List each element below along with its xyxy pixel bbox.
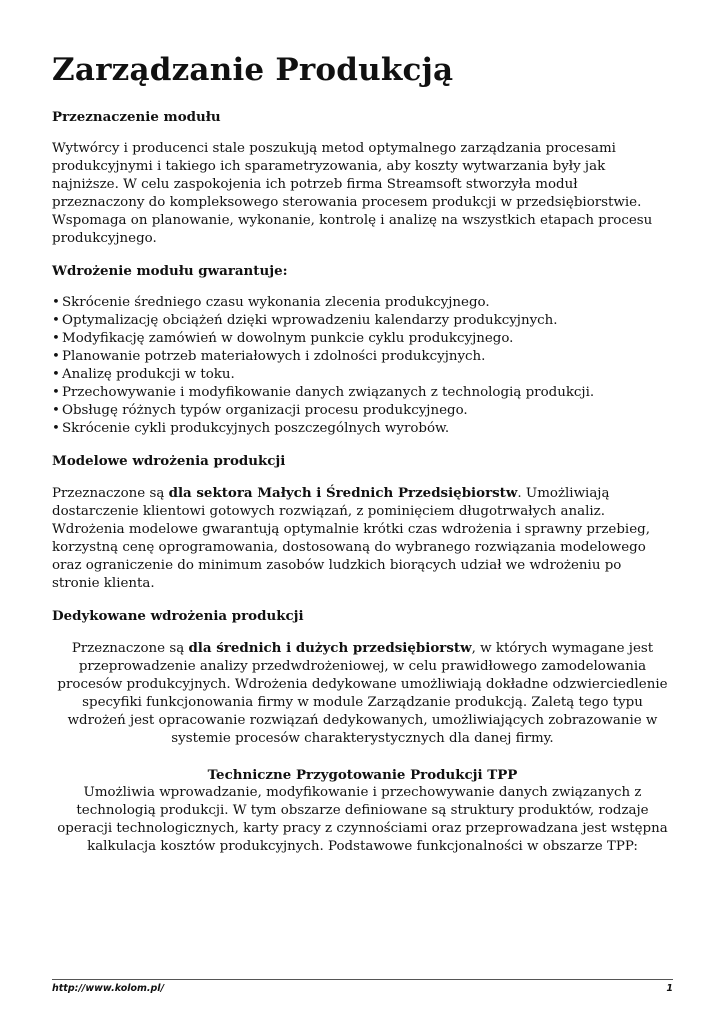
bullet-icon: • bbox=[52, 331, 60, 346]
list-item: • Analizę produkcji w toku. bbox=[52, 367, 235, 382]
bold-text: dla sektora Małych i Średnich Przedsiębiorstw bbox=[168, 485, 518, 501]
bullet-icon: • bbox=[52, 295, 60, 310]
list-item: • Obsługę różnych typów organizacji procesu produkcyjnego. bbox=[52, 403, 468, 418]
bullet-icon: • bbox=[52, 421, 60, 436]
page-title: Zarządzanie Produkcją bbox=[52, 52, 454, 88]
paragraph-dedykowane: Przeznaczone są dla średnich i dużych przedsiębiorstw, w których wymagane jest przeprowadzenie analizy przedwdrożeniowej, w celu prawidłowego zamodelowania procesów produkcyjnych. Wdrożenia dedykowane umożliwiają dokładne odzwierciedlenie specyfiki funkcjonowania firmy w module Zarządzanie produkcją. Zaletą tego typu wdrożeń jest opracowanie rozwiązań dedykowanych, umożliwiających zobrazowanie w systemie procesów charakterystycznych dla danej firmy. bbox=[57, 640, 668, 746]
list-item: • Przechowywanie i modyfikowanie danych związanych z technologią produkcji. bbox=[52, 385, 595, 400]
list-item: • Skrócenie cykli produkcyjnych poszczególnych wyrobów. bbox=[52, 421, 450, 436]
heading-tpp: Techniczne Przygotowanie Produkcji TPP bbox=[207, 767, 518, 783]
footer-url[interactable]: http://www.kolom.pl/ bbox=[52, 983, 165, 994]
paragraph-tpp: Umożliwia wprowadzanie, modyfikowanie i przechowywanie danych związanych z technologią produkcji. W tym obszarze definiowane są struktury produktów, rodzaje operacji technologicznych, karty pracy z czynnościami oraz przeprowadzana jest wstępna kalkulacja kosztów produkcyjnych. Podstawowe funkcjonalności w obszarze TPP: bbox=[57, 785, 668, 854]
paragraph-przeznaczenie: Wytwórcy i producenci stale poszukują metod optymalnego zarządzania procesami produkcyjnymi i takiego ich sparametryzowania, aby koszty wytwarzania były jak najniższe. W celu zaspokojenia ich potrzeb firma Streamsoft stworzyła moduł przeznaczony do kompleksowego sterowania procesem produkcji w przedsiębiorstwie. Wspomaga on planowanie, wykonanie, kontrolę i analizę na wszystkich etapach procesu produkcyjnego. bbox=[52, 141, 653, 246]
paragraph-modelowe: Przeznaczone są dla sektora Małych i Średnich Przedsiębiorstw. Umożliwiają dostarczenie klientowi gotowych rozwiązań, z pominięciem długotrwałych analiz. Wdrożenia modelowe gwarantują optymalnie krótki czas wdrożenia i sprawny przebieg, korzystną cenę oprogramowania, dostosowaną do wybranego rozwiązania modelowego oraz ograniczenie do minimum zasobów ludzkich biorących udział we wdrożeniu po stronie klienta. bbox=[52, 485, 650, 591]
list-item: • Modyfikację zamówień w dowolnym punkcie cyklu produkcyjnego. bbox=[52, 331, 514, 346]
list-item: • Optymalizację obciążeń dzięki wprowadzeniu kalendarzy produkcyjnych. bbox=[52, 313, 558, 328]
heading-dedykowane: Dedykowane wdrożenia produkcji bbox=[52, 608, 304, 624]
heading-przeznaczenie: Przeznaczenie modułu bbox=[52, 109, 221, 125]
bullet-icon: • bbox=[52, 385, 60, 400]
list-item: • Planowanie potrzeb materiałowych i zdolności produkcyjnych. bbox=[52, 349, 486, 364]
bullet-icon: • bbox=[52, 403, 60, 418]
list-item: • Skrócenie średniego czasu wykonania zlecenia produkcyjnego. bbox=[52, 295, 490, 310]
heading-modelowe: Modelowe wdrożenia produkcji bbox=[52, 453, 286, 469]
document-content bbox=[52, 108, 673, 870]
page-number: 1 bbox=[666, 983, 673, 994]
page-footer bbox=[52, 979, 673, 994]
bullet-list-wdrozenie bbox=[52, 294, 673, 438]
bullet-icon: • bbox=[52, 367, 60, 382]
bullet-icon: • bbox=[52, 349, 60, 364]
bold-text: dla średnich i dużych przedsiębiorstw bbox=[188, 640, 472, 656]
heading-wdrozenie: Wdrożenie modułu gwarantuje: bbox=[52, 263, 288, 279]
bullet-icon: • bbox=[52, 313, 60, 328]
